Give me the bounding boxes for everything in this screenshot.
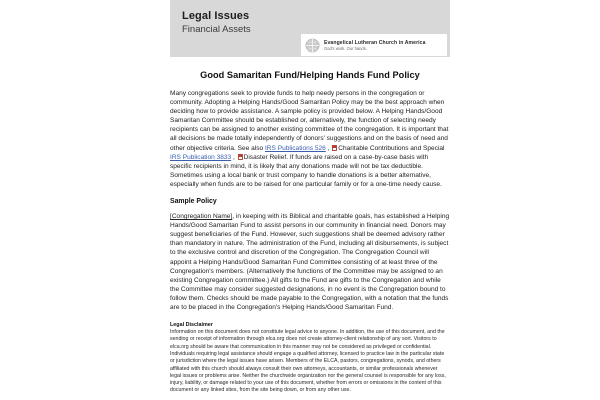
intro-label-1: Charitable Contributions and Special [338,144,445,152]
sample-policy-paragraph [170,212,450,312]
document-title: Good Samaritan Fund/Helping Hands Fund Policy [200,70,420,80]
document-body [170,0,450,395]
header-title-group [182,10,251,36]
intro-text-3: , [231,153,237,161]
pdf-file-icon [238,154,243,160]
legal-disclaimer-body: Information on this document does not constitute legal advice to anyone. In addition, the use of this document, and the sending or receipt of information through elca.org does not create attorney-client relationship of any sort. Visitors to elca.org should be aware that communication in this manner may not be considered as privileged or confidential. Individuals requiring legal assistance should engage a qualified attorney, licensed to practice law in the particular state or jurisdiction where the legal issues have arisen. Members of the ELCA, pastors, congregations, synods, and others affiliated with this church should always consult their own attorneys, accountants, or similar professionals whenever legal issues or problems arise. Neither the churchwide organization nor the general counsel is responsible for any loss, injury, liability, or damage related to your use of this document, whether from errors or omissions in the content of this document or any linked sites, from the site being down, or from any other use. [170,329,446,394]
elca-logo-tagline: God's work. Our hands. [324,45,367,51]
document-content [170,70,450,395]
intro-paragraph [170,89,450,189]
intro-text-2: , [325,144,332,152]
page-title: Legal Issues [182,10,250,22]
irs-publication-3833-link[interactable]: IRS Publication 3833 [170,153,232,161]
irs-publication-526-link[interactable]: IRS Publications 526 [264,144,326,152]
document-header-band [170,0,450,57]
elca-logo-text [324,40,426,51]
congregation-name-placeholder[interactable]: [Congregation Name] [170,213,233,221]
elca-logo-name: Evangelical Lutheran Church in America [324,39,426,46]
elca-logo-box [301,34,447,56]
page-subtitle: Financial Assets [182,24,251,35]
elca-cross-globe-logo-icon [305,38,320,53]
intro-text-1: Many congregations seek to provide funds to help needy persons in the congregation or community. Adopting a Helping Hands/Good Samaritan Policy may be the best approach when deciding how to provide assistance. A sample policy is provided below. A Helping Hands/Good Samaritan Committee should be established or, alternatively, the function of selecting needy recipients can be assigned to another existing committee of the congregation. It is important that all decisions be made totally independently of donors' suggestions and on the basis of need and other objective criteria. See also [170,90,449,152]
sample-policy-heading: Sample Policy [170,198,217,206]
sample-policy-body: , in keeping with its Biblical and charitable goals, has established a Helping Hands/Good Samaritan Fund to assist persons in our community in financial need. Donors may suggest beneficiaries of the Fund. However, such suggestions shall be deemed advisory rather than mandatory in nature. The administration of the Fund, including all disbursements, is subject to the exclusive control and discretion of the Congregation. The Congregation Council will appoint a Helping Hands/Good Samaritan Fund Committee consisting of at least three of the Congregation's members. (Alternatively the functions of the Committee may be assigned to an existing Congregation committee.) All gifts to the Fund are gifts to the Congregation and while the Committee may consider suggested designations, in no event is the Congregation bound to follow them. Checks should be made payable to the Congregation, with a notation that the funds are to be placed in the Congregation's Helping Hands/Good Samaritan Fund. [170,213,450,311]
intro-label-2: Disaster Relief. If funds are raised on a case-by-case basis with specific recipients in mind, it is likely that any donations made will not be tax deductible. Sometimes using a local bank or trust company to handle donations is a better alternative, especially when funds are to be raised for one particular family or for a one-time needy cause. [170,153,442,188]
legal-disclaimer-section [170,322,450,395]
pdf-file-icon [332,145,337,151]
legal-disclaimer-heading: Legal Disclaimer [170,322,213,329]
